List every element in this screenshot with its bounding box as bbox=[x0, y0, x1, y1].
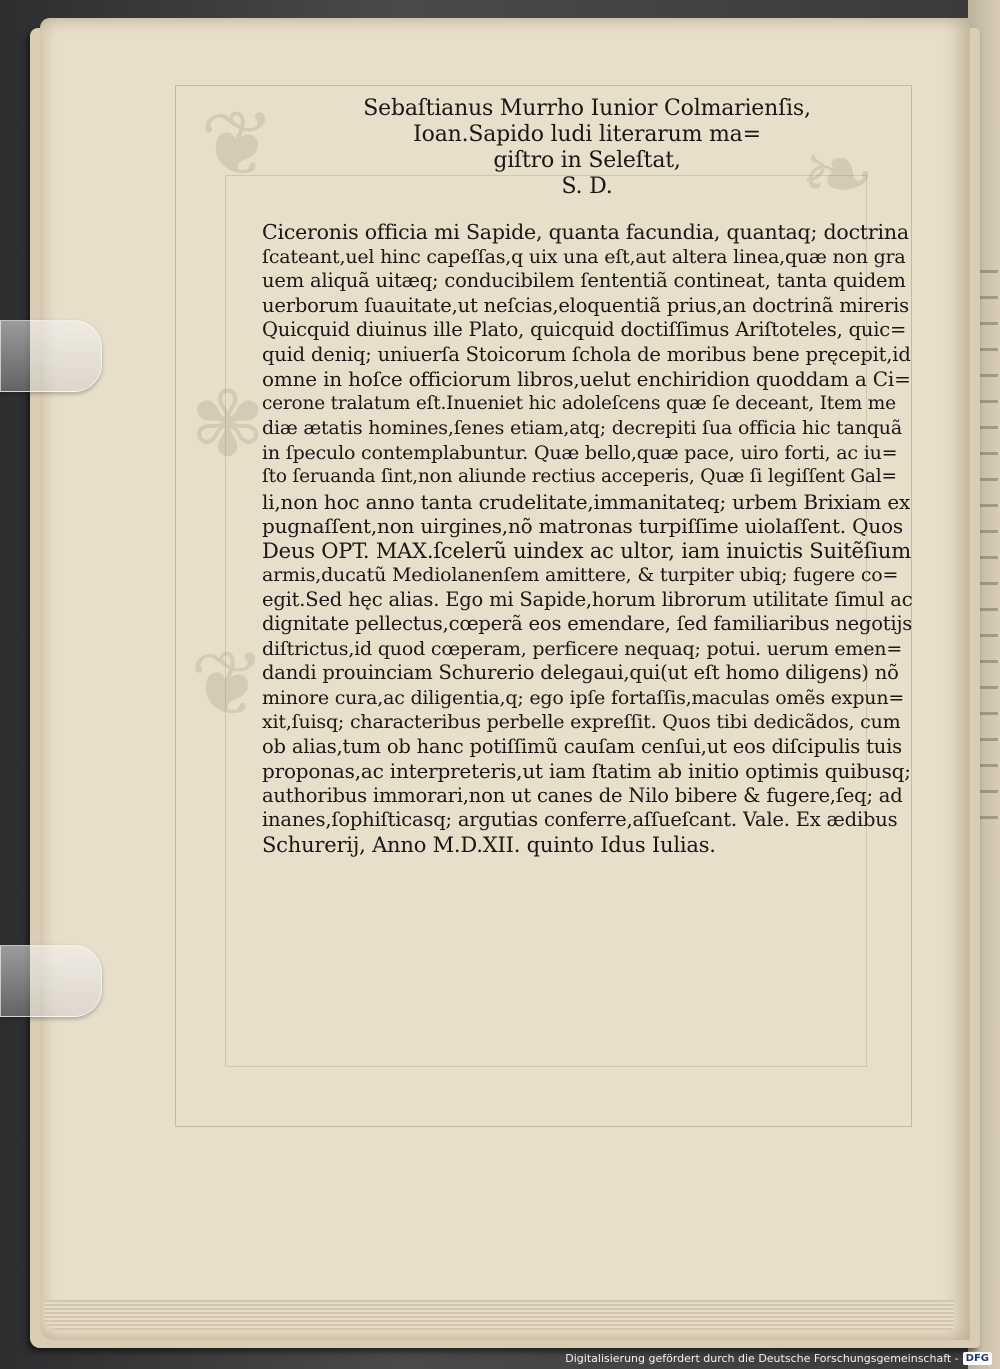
body-line: ob alias,tum ob hanc potiſſimũ cauſam cenſui,ut eos diſcipulis tuis bbox=[262, 734, 902, 758]
credit-text: Digitalisierung gefördert durch die Deutsche Forschungsgemeinschaft - bbox=[565, 1352, 959, 1365]
body-line: minore cura,ac diligentia,q; ego ipſe fortaſſis,maculas omẽs expun= bbox=[262, 686, 905, 709]
body-line: omne in hoſce officiorum libros,uelut enchiridion quoddam a Ci= bbox=[262, 367, 911, 391]
body-line: egit.Sed hęc alias. Ego mi Sapide,horum librorum utilitate ſimul ac bbox=[262, 587, 913, 611]
body-line: xit,ſuisq; characteribus perbelle expreſſit. Quos tibi dedicãdos, cum bbox=[262, 711, 901, 733]
dfg-logo: DFG bbox=[963, 1352, 992, 1365]
body-line: li,non hoc anno tanta crudelitate,immanitateq; urbem Brixiam ex bbox=[262, 489, 911, 514]
body-line: uem aliquã uitæq; conducibilem ſententiã contineat, tanta quidem bbox=[262, 269, 906, 292]
digitization-credit bbox=[565, 1352, 992, 1365]
body-line: pugnaſſent,non uirgines,nõ matronas turpiſſime uiolaſſent. Quos bbox=[262, 514, 903, 538]
body-line: Deus OPT. MAX.ſcelerũ uindex ac ultor, iam inuictis Suitẽſium bbox=[262, 538, 911, 563]
page-edges bbox=[44, 1300, 954, 1330]
ornament-left-middle: ✾ bbox=[190, 372, 266, 477]
body-line: Quicquid diuinus ille Plato, quicquid doctiſſimus Ariſtoteles, quic= bbox=[262, 318, 907, 341]
heading-line: S. D. bbox=[561, 174, 613, 199]
body-line: diæ ætatis homines,ſenes etiam,atq; decrepiti ſua officia hic tanquã bbox=[262, 417, 902, 439]
body-line: inanes,ſophiſticasq; argutias conferre,aſſueſcant. Vale. Ex ædibus bbox=[262, 808, 898, 831]
body-line: dandi prouinciam Schurerio delegaui,qui(ut eſt homo diligens) nõ bbox=[262, 661, 899, 684]
body-line: armis,ducatũ Mediolanenſem amittere, & turpiter ubiq; fugere co= bbox=[262, 564, 899, 586]
body-line: authoribus immorari,non ut canes de Nilo bibere & fugere,ſeq; ad bbox=[262, 783, 903, 807]
body-line: cerone tralatum eſt.Inueniet hic adoleſcens quæ ſe deceant, Item me bbox=[262, 392, 896, 414]
body-line: proponas,ac interpreteris,ut iam ſtatim ab initio optimis quibusq; bbox=[262, 759, 911, 783]
letter-body bbox=[262, 220, 912, 857]
body-line: Ciceronis officia mi Sapide, quanta facundia, quantaq; doctrina bbox=[262, 220, 909, 244]
body-line: uerborum ſuauitate,ut neſcias,eloquentiã prius,an doctrinã mireris bbox=[262, 293, 909, 317]
letter-heading bbox=[262, 96, 912, 200]
body-line: dignitate pellectus,cœperã eos emendare, ſed familiaribus negotijs bbox=[262, 612, 913, 635]
body-line: ſcateant,uel hinc capeſſas,q uix una eſt,aut altera linea,quæ non gra bbox=[262, 245, 906, 268]
heading-line: Ioan.Sapido ludi literarum ma= bbox=[413, 122, 761, 147]
body-line: in ſpeculo contemplabuntur. Quæ bello,quæ pace, uiro forti, ac iu= bbox=[262, 441, 898, 464]
page-clip-upper bbox=[0, 320, 102, 392]
ornament-top-left: ❦ bbox=[200, 92, 276, 197]
page-clip-lower bbox=[0, 945, 102, 1017]
heading-line: Sebaſtianus Murrho Iunior Colmarienſis, bbox=[363, 96, 811, 121]
body-line: diſtrictus,id quod cœperam, perficere nequaq; potui. uerum emen= bbox=[262, 637, 903, 660]
body-line: Schurerij, Anno M.D.XII. quinto Idus Iulias. bbox=[262, 832, 716, 857]
body-line: quid deniq; uniuerſa Stoicorum ſchola de moribus bene pręcepit,id bbox=[262, 342, 911, 366]
ornament-left-lower: ❦ bbox=[190, 632, 266, 737]
ornament-top-right: ❧ bbox=[800, 122, 876, 227]
printed-text bbox=[262, 96, 912, 857]
body-line: ſto ſeruanda ſint,non aliunde rectius acceperis, Quæ ſi legiſſent Gal= bbox=[262, 466, 897, 487]
heading-line: giſtro in Seleſtat, bbox=[493, 148, 681, 173]
